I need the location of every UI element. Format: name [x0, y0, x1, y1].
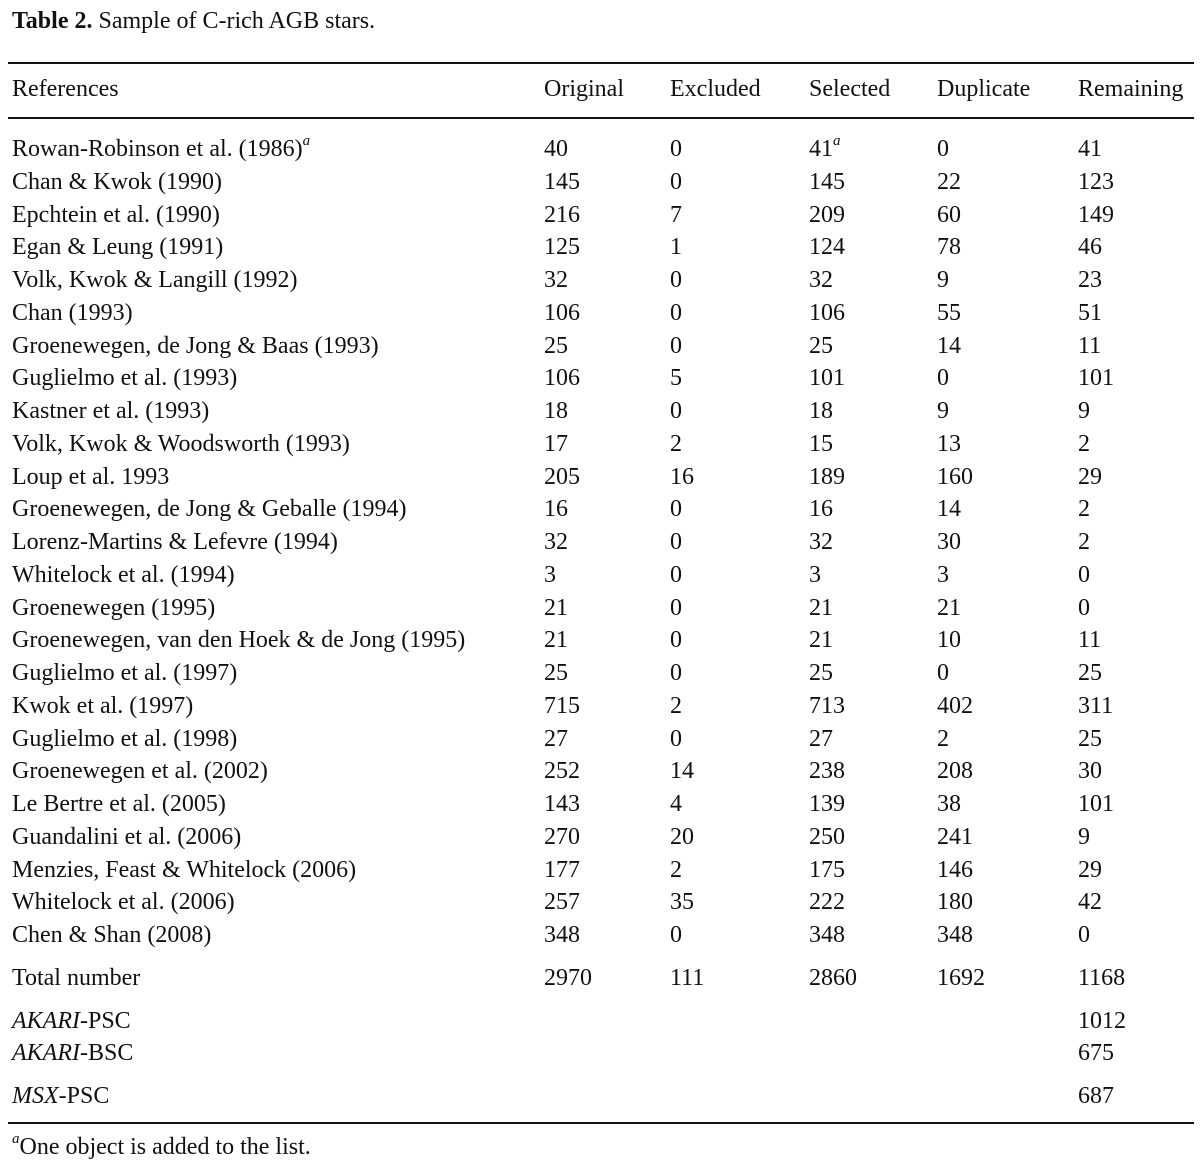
row-remaining: 0: [1078, 922, 1090, 948]
catalog-name: AKARI-PSC: [12, 1008, 131, 1034]
row-duplicate: 2: [937, 726, 949, 752]
catalog-remaining: 687: [1078, 1083, 1114, 1109]
row-selected: 106: [809, 300, 845, 326]
row-excluded: 0: [670, 333, 682, 359]
row-duplicate: 30: [937, 529, 961, 555]
row-reference: Volk, Kwok & Woodsworth (1993): [12, 431, 350, 457]
row-remaining: 42: [1078, 889, 1102, 915]
row-remaining: 30: [1078, 758, 1102, 784]
row-selected: 222: [809, 889, 845, 915]
row-original: 25: [544, 333, 568, 359]
row-reference: Chan & Kwok (1990): [12, 169, 222, 195]
row-reference: Rowan-Robinson et al. $(1986)^a$: [12, 133, 311, 162]
total-label: Total number: [12, 965, 141, 991]
row-original: 106: [544, 300, 580, 326]
row-excluded: 0: [670, 660, 682, 686]
total-original: 2970: [544, 965, 592, 991]
row-original: 3: [544, 562, 556, 588]
row-reference: Menzies, Feast & Whitelock (2006): [12, 857, 357, 883]
row-remaining: 123: [1078, 169, 1114, 195]
table-row: [0, 919, 1200, 951]
row-remaining: 101: [1078, 365, 1114, 391]
row-selected: 238: [809, 758, 845, 784]
row-reference: Guglielmo et al. (1993): [12, 365, 238, 391]
table-row: [0, 461, 1200, 493]
row-excluded: 0: [670, 922, 682, 948]
table-row: [0, 592, 1200, 624]
row-remaining: 9: [1078, 824, 1090, 850]
row-remaining: 2: [1078, 496, 1090, 522]
row-selected: 175: [809, 857, 845, 883]
row-original: 21: [544, 627, 568, 653]
table-row: [0, 624, 1200, 656]
table-row: [0, 788, 1200, 820]
row-remaining: 2: [1078, 431, 1090, 457]
row-excluded: 14: [670, 758, 694, 784]
table-row: [0, 166, 1200, 198]
row-excluded: 16: [670, 464, 694, 490]
row-reference: Guglielmo et al. (1997): [12, 660, 238, 686]
row-remaining: 29: [1078, 464, 1102, 490]
row-reference: Kastner et al. (1993): [12, 398, 210, 424]
row-original: 715: [544, 693, 580, 719]
row-remaining: 51: [1078, 300, 1102, 326]
row-selected: 16: [809, 496, 833, 522]
row-original: 143: [544, 791, 580, 817]
total-duplicate: 1692: [937, 965, 985, 991]
row-original: 348: [544, 922, 580, 948]
table-caption: [12, 6, 375, 36]
row-remaining: 0: [1078, 595, 1090, 621]
row-selected: 21: [809, 627, 833, 653]
table-title: Sample of C-rich AGB stars.: [98, 8, 376, 34]
row-reference: Loup et al. 1993: [12, 464, 170, 490]
row-reference: Groenewegen, de Jong & Geballe (1994): [12, 496, 407, 522]
bottom-rule: [8, 1122, 1194, 1124]
row-duplicate: 9: [937, 267, 949, 293]
row-reference: Chen & Shan (2008): [12, 922, 212, 948]
header-original: Original: [544, 76, 624, 102]
row-remaining: 41: [1078, 136, 1102, 162]
row-duplicate: 78: [937, 234, 961, 260]
row-excluded: 0: [670, 562, 682, 588]
row-selected: 124: [809, 234, 845, 260]
total-excluded: 111: [670, 965, 705, 991]
row-remaining: 46: [1078, 234, 1102, 260]
row-excluded: 35: [670, 889, 694, 915]
row-excluded: 0: [670, 267, 682, 293]
table-row: [0, 199, 1200, 231]
catalog-row: [0, 1037, 1200, 1069]
row-original: 32: [544, 267, 568, 293]
row-duplicate: 208: [937, 758, 973, 784]
row-reference: Lorenz-Martins & Lefevre (1994): [12, 529, 338, 555]
table-row: [0, 723, 1200, 755]
row-selected: 250: [809, 824, 845, 850]
row-selected: 348: [809, 922, 845, 948]
row-duplicate: 22: [937, 169, 961, 195]
row-original: 106: [544, 365, 580, 391]
row-original: 16: [544, 496, 568, 522]
row-remaining: 25: [1078, 660, 1102, 686]
row-selected: 139: [809, 791, 845, 817]
row-reference: Kwok et al. (1997): [12, 693, 194, 719]
row-selected: 18: [809, 398, 833, 424]
row-remaining: 149: [1078, 202, 1114, 228]
row-duplicate: 14: [937, 496, 961, 522]
row-reference: Le Bertre et al. (2005): [12, 791, 226, 817]
row-duplicate: 21: [937, 595, 961, 621]
row-excluded: 0: [670, 496, 682, 522]
row-reference: Whitelock et al. (2006): [12, 889, 235, 915]
row-selected: 41$^a$: [809, 133, 841, 162]
top-rule: [8, 62, 1194, 64]
row-selected: 25: [809, 333, 833, 359]
row-excluded: 4: [670, 791, 682, 817]
row-duplicate: 0: [937, 365, 949, 391]
total-selected: 2860: [809, 965, 857, 991]
row-duplicate: 38: [937, 791, 961, 817]
table-row: [0, 690, 1200, 722]
catalog-remaining: 1012: [1078, 1008, 1126, 1034]
row-selected: 209: [809, 202, 845, 228]
row-duplicate: 402: [937, 693, 973, 719]
row-duplicate: 160: [937, 464, 973, 490]
row-duplicate: 146: [937, 857, 973, 883]
row-excluded: 1: [670, 234, 682, 260]
header-rule: [8, 117, 1194, 119]
row-original: 27: [544, 726, 568, 752]
row-reference: Epchtein et al. (1990): [12, 202, 220, 228]
row-duplicate: 55: [937, 300, 961, 326]
row-selected: 21: [809, 595, 833, 621]
row-original: 18: [544, 398, 568, 424]
header-references: References: [12, 76, 119, 102]
row-excluded: 0: [670, 529, 682, 555]
row-selected: 3: [809, 562, 821, 588]
row-selected: 15: [809, 431, 833, 457]
table-row: [0, 231, 1200, 263]
row-duplicate: 14: [937, 333, 961, 359]
row-remaining: 29: [1078, 857, 1102, 883]
header-row: [0, 73, 1200, 105]
row-duplicate: 180: [937, 889, 973, 915]
row-excluded: 0: [670, 136, 682, 162]
row-reference: Guglielmo et al. (1998): [12, 726, 238, 752]
row-selected: 27: [809, 726, 833, 752]
header-excluded: Excluded: [670, 76, 761, 102]
row-remaining: 25: [1078, 726, 1102, 752]
row-original: 205: [544, 464, 580, 490]
table-row: [0, 264, 1200, 296]
row-remaining: 23: [1078, 267, 1102, 293]
row-reference: Egan & Leung (1991): [12, 234, 224, 260]
row-remaining: 0: [1078, 562, 1090, 588]
table-label: Table 2.: [12, 8, 93, 34]
table-row: [0, 297, 1200, 329]
row-excluded: 0: [670, 398, 682, 424]
table-row: [0, 886, 1200, 918]
catalog-name: AKARI-BSC: [12, 1040, 134, 1066]
row-excluded: 2: [670, 431, 682, 457]
header-remaining: Remaining: [1078, 76, 1184, 102]
row-excluded: 7: [670, 202, 682, 228]
row-original: 257: [544, 889, 580, 915]
table-row: [0, 330, 1200, 362]
row-original: 40: [544, 136, 568, 162]
row-duplicate: 9: [937, 398, 949, 424]
row-excluded: 0: [670, 726, 682, 752]
catalog-remaining: 675: [1078, 1040, 1114, 1066]
table-row: [0, 395, 1200, 427]
table-row: [0, 133, 1200, 165]
row-duplicate: 241: [937, 824, 973, 850]
row-original: 145: [544, 169, 580, 195]
row-excluded: 5: [670, 365, 682, 391]
row-excluded: 0: [670, 169, 682, 195]
footnote-marker: a: [302, 133, 311, 149]
row-selected: 189: [809, 464, 845, 490]
row-selected: 145: [809, 169, 845, 195]
table-row: [0, 493, 1200, 525]
header-selected: Selected: [809, 76, 891, 102]
row-excluded: 0: [670, 300, 682, 326]
row-duplicate: 3: [937, 562, 949, 588]
table-footnote: [12, 1131, 311, 1163]
row-original: 17: [544, 431, 568, 457]
row-duplicate: 348: [937, 922, 973, 948]
row-original: 270: [544, 824, 580, 850]
row-original: 177: [544, 857, 580, 883]
row-excluded: 20: [670, 824, 694, 850]
table-row: [0, 362, 1200, 394]
row-remaining: 311: [1078, 693, 1114, 719]
catalog-row: [0, 1005, 1200, 1037]
row-duplicate: 13: [937, 431, 961, 457]
footnote-text: One object is added to the list.: [19, 1134, 311, 1160]
row-selected: 713: [809, 693, 845, 719]
row-reference: Volk, Kwok & Langill (1992): [12, 267, 298, 293]
row-original: 216: [544, 202, 580, 228]
catalog-name: MSX-PSC: [12, 1083, 110, 1109]
row-remaining: 101: [1078, 791, 1114, 817]
row-reference: Whitelock et al. (1994): [12, 562, 235, 588]
row-original: 25: [544, 660, 568, 686]
table-row: [0, 821, 1200, 853]
table-row: [0, 526, 1200, 558]
table-row: [0, 657, 1200, 689]
row-excluded: 2: [670, 857, 682, 883]
row-remaining: 11: [1078, 627, 1102, 653]
footnote-marker: a: [833, 133, 841, 149]
row-reference: Guandalini et al. (2006): [12, 824, 242, 850]
row-excluded: 2: [670, 693, 682, 719]
row-selected: 32: [809, 529, 833, 555]
total-row: [0, 962, 1200, 994]
row-excluded: 0: [670, 627, 682, 653]
row-reference: Groenewegen et al. (2002): [12, 758, 268, 784]
row-duplicate: 0: [937, 136, 949, 162]
row-remaining: 9: [1078, 398, 1090, 424]
row-remaining: 11: [1078, 333, 1102, 359]
row-original: 32: [544, 529, 568, 555]
row-remaining: 2: [1078, 529, 1090, 555]
row-selected: 25: [809, 660, 833, 686]
row-original: 21: [544, 595, 568, 621]
header-duplicate: Duplicate: [937, 76, 1031, 102]
row-duplicate: 0: [937, 660, 949, 686]
row-original: 252: [544, 758, 580, 784]
row-duplicate: 10: [937, 627, 961, 653]
row-reference: Groenewegen, de Jong & Baas (1993): [12, 333, 379, 359]
table-row: [0, 559, 1200, 591]
table-row: [0, 854, 1200, 886]
row-reference: Groenewegen, van den Hoek & de Jong (1995): [12, 627, 466, 653]
row-duplicate: 60: [937, 202, 961, 228]
footnote-mark: a: [12, 1131, 20, 1147]
table-row: [0, 428, 1200, 460]
row-reference: Chan (1993): [12, 300, 133, 326]
table-row: [0, 755, 1200, 787]
row-reference: Groenewegen (1995): [12, 595, 216, 621]
row-selected: 101: [809, 365, 845, 391]
row-original: 125: [544, 234, 580, 260]
row-selected: 32: [809, 267, 833, 293]
catalog-row: [0, 1080, 1200, 1112]
total-remaining: 1168: [1078, 965, 1126, 991]
row-excluded: 0: [670, 595, 682, 621]
